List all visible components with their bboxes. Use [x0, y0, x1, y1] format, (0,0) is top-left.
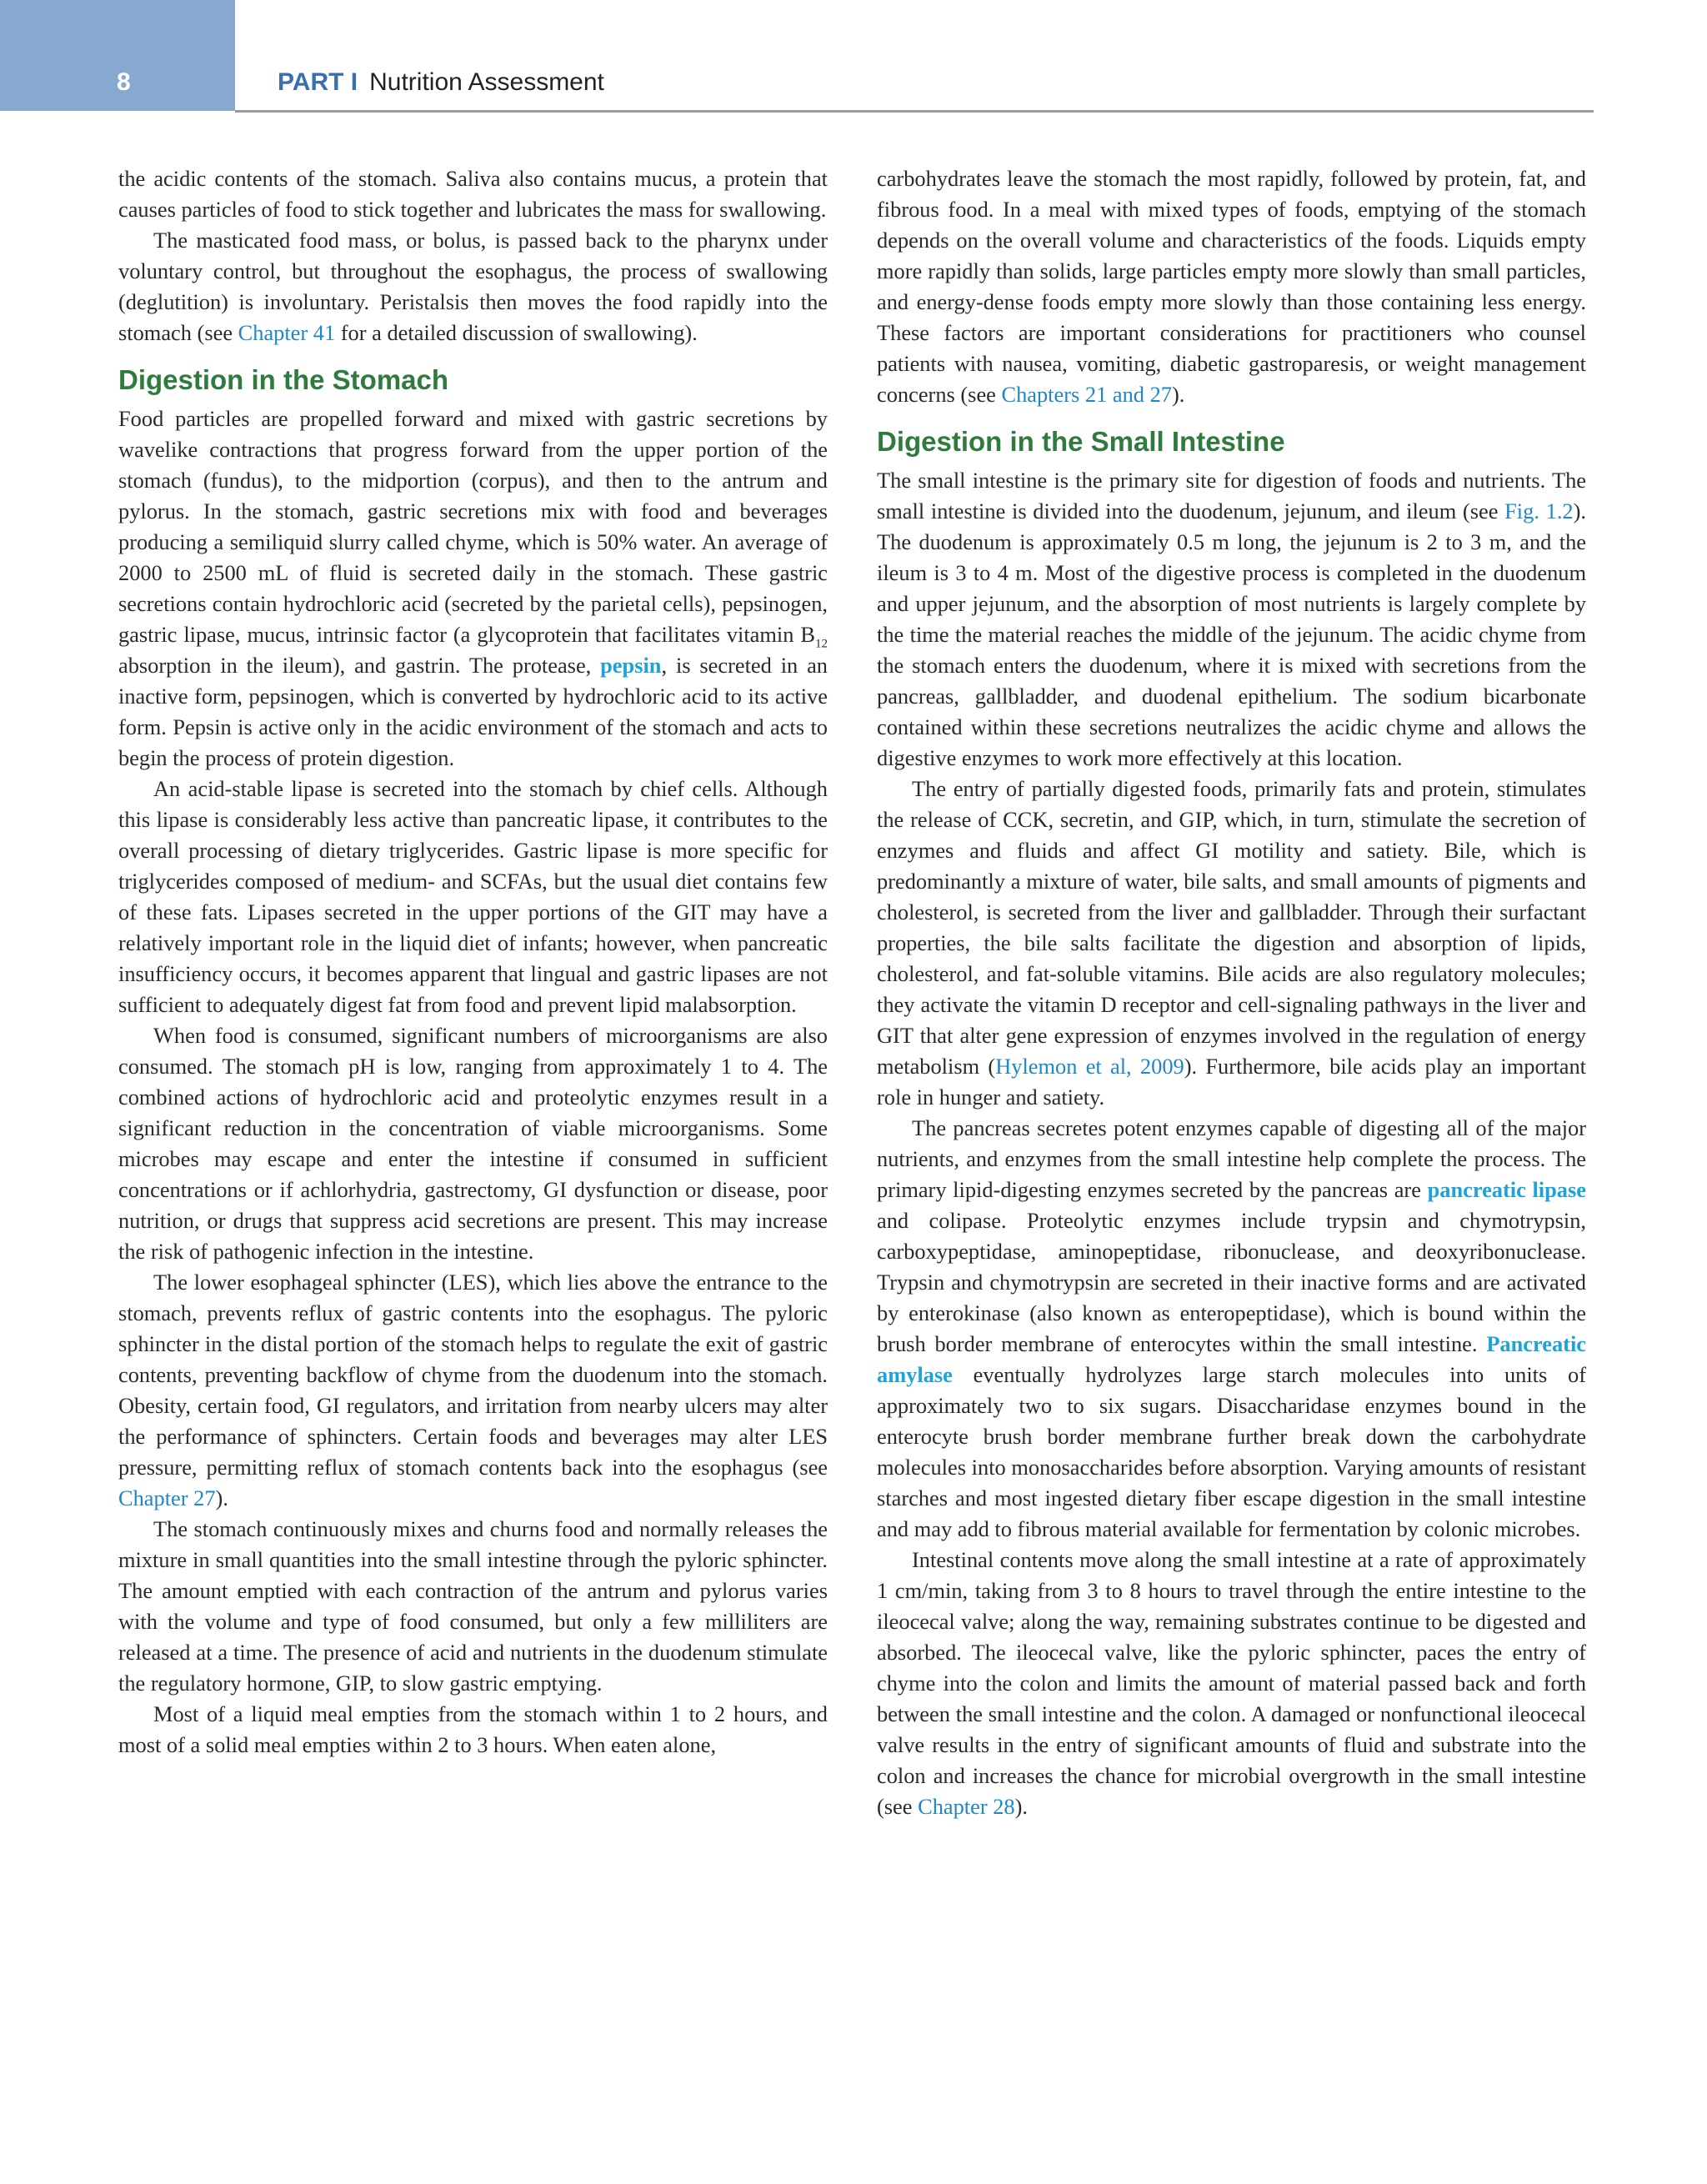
text-run: The entry of partially digested foods, primarily fats and protein, stimulates the release of CCK, secretin, and GIP, which, in turn, stimulate the secretion of enzymes and fluids and affect GI motility and satiety. Bile, which is predominantly a mixture of water, bile salts, and small amounts of pigments and cholesterol, is secreted from the liver and gallbladder. Through their surfactant properties, the bile salts facilitate the digestion and absorption of lipids, cholesterol, and fat-soluble vitamins. Bile acids are also regulatory molecules; they activate the vitamin D receptor and cell-signaling pathways in the liver and GIT that alter gene expression of enzymes involved in the regulation of energy metabolism ( — [877, 776, 1586, 1079]
chapter-28-link[interactable]: Chapter 28 — [918, 1794, 1015, 1819]
key-term-pepsin: pepsin — [600, 653, 662, 678]
right-column — [877, 163, 1586, 1822]
page-number-block — [0, 0, 235, 111]
paragraph: When food is consumed, significant numbers of microorganisms are also consumed. The stomach pH is low, ranging from approximately 1 to 4. The combined actions of hydrochloric acid and proteolytic enzymes result in a significant reduction in the concentration of viable microorganisms. Some microbes may escape and enter the intestine if consumed in sufficient concentrations or if achlorhydria, gastrectomy, GI dysfunction or disease, poor nutrition, or drugs that suppress acid secretions are present. This may increase the risk of pathogenic infection in the intestine. — [118, 1023, 828, 1264]
running-head — [278, 68, 604, 97]
text-run: ). — [215, 1485, 228, 1510]
text-run: and colipase. Proteolytic enzymes include trypsin and chymotrypsin, carboxypeptidase, aminopeptidase, ribonuclease, and deoxyribonuclease. Trypsin and chymotrypsin are secreted in their inactive forms and are activated by enterokinase (also known as enteropeptidase), which is bound within the brush border membrane of enterocytes within the small intestine. — [877, 1208, 1586, 1356]
text-run: carbohydrates leave the stomach the most rapidly, followed by protein, fat, and fibrous food. In a meal with mixed types of foods, emptying of the stomach depends on the overall volume and characteristics of the foods. Liquids empty more rapidly than solids, large particles empty more slowly than small particles, and energy-dense foods empty more slowly than those containing less energy. These factors are important considerations for practitioners who counsel patients with nausea, vomiting, diabetic gastroparesis, or weight management concerns (see — [877, 166, 1586, 407]
paragraph — [118, 403, 828, 774]
paragraph: The stomach continuously mixes and churns food and normally releases the mixture in small quantities into the small intestine through the pyloric sphincter. The amount emptied with each contraction of the antrum and pylorus varies with the volume and type of food consumed, but only a few milliliters are released at a time. The presence of acid and nutrients in the duodenum stimulate the regulatory hormone, GIP, to slow gastric emptying. — [118, 1516, 828, 1696]
key-term-pancreatic-amylase: Pancreatic amylase — [877, 1331, 1586, 1387]
text-run: Food particles are propelled forward and mixed with gastric secretions by wavelike contractions that progress forward from the upper portion of the stomach (fundus), to the midportion (corpus), and then to the antrum and pylorus. In the stomach, gastric secretions mix with food and beverages producing a semiliquid slurry called chyme, which is 50% water. An average of 2000 to 2500 mL of fluid is secreted daily in the stomach. These gastric secretions contain hydrochloric acid (secreted by the parietal cells), pepsinogen, gastric lipase, mucus, intrinsic factor (a glycoprotein that facilitates vitamin B — [118, 406, 828, 647]
hylemon-citation-link[interactable]: Hylemon et al, 2009 — [995, 1054, 1184, 1079]
paragraph — [877, 774, 1586, 1113]
text-run: The small intestine is the primary site for digestion of foods and nutrients. The small intestine is divided into the duodenum, jejunum, and ileum (see — [877, 468, 1586, 523]
paragraph — [118, 225, 828, 348]
text-run: ). Furthermore, bile acids play an important role in hunger and satiety. — [877, 1054, 1586, 1110]
chapter-27-link[interactable]: Chapter 27 — [118, 1485, 216, 1510]
chapter-41-link[interactable]: Chapter 41 — [238, 320, 336, 345]
paragraph: Most of a liquid meal empties from the stomach within 1 to 2 hours, and most of a solid meal empties within 2 to 3 hours. When eaten alone, — [118, 1701, 828, 1757]
figure-1-2-link[interactable]: Fig. 1.2 — [1504, 498, 1574, 523]
text-run: Intestinal contents move along the small intestine at a rate of approximately 1 cm/min, taking from 3 to 8 hours to travel through the entire intestine to the ileocecal valve; along the way, remaining substrates continue to be digested and absorbed. The ileocecal valve, like the pyloric sphincter, paces the entry of chyme into the colon and limits the amount of material passed back and forth between the small intestine and the colon. A damaged or nonfunctional ileocecal valve results in the entry of significant amounts of fluid and substrate into the colon and increases the chance for microbial overgrowth in the small intestine (see — [877, 1547, 1586, 1819]
text-run: ). The duodenum is approximately 0.5 m long, the jejunum is 2 to 3 m, and the ileum is 3 to 4 m. Most of the digestive process is completed in the duodenum and upper jejunum, and the absorption of most nutrients is largely complete by the time the material reaches the middle of the jejunum. The acidic chyme from the stomach enters the duodenum, where it is mixed with secretions from the pancreas, gallbladder, and duodenal epithelium. The sodium bicarbonate contained within these secretions neutralizes the acidic chyme and allows the digestive enzymes to work more effectively at this location. — [877, 498, 1587, 770]
text-run: The lower esophageal sphincter (LES), which lies above the entrance to the stomach, prevents reflux of gastric contents into the esophagus. The pyloric sphincter in the distal portion of the stomach helps to regulate the exit of gastric contents, preventing backflow of chyme from the duodenum into the stomach. Obesity, certain food, GI regulators, and irritation from nearby ulcers may alter the performance of sphincters. Certain foods and beverages may alter LES pressure, permitting reflux of stomach contents back into the esophagus (see — [118, 1270, 828, 1480]
text-run: , is secreted in an inactive form, pepsinogen, which is converted by hydrochloric acid to its active form. Pepsin is active only in the acidic environment of the stomach and acts to begin the process of protein digestion. — [118, 653, 828, 770]
chapters-21-27-link[interactable]: Chapters 21 and 27 — [1001, 382, 1172, 407]
header-rule — [235, 110, 1594, 113]
text-run: ). — [1014, 1794, 1029, 1819]
text-run: The masticated food mass, or bolus, is passed back to the pharynx under voluntary control, but throughout the esophagus, the process of swallowing (deglutition) is involuntary. Peristalsis then moves the food rapidly into the stomach (see — [118, 228, 828, 345]
page-number: 8 — [117, 68, 131, 96]
paragraph — [877, 465, 1586, 774]
text-run: eventually hydrolyzes large starch molecules into units of approximately two to six sugars. Disaccharidase enzymes bound in the enterocyte brush border membrane further break down the carbohydrate molecules into monosaccharides before absorption. Varying amounts of resistant starches and most ingested dietary fiber escape digestion in the small intestine and may add to fibrous material available for fermentation by colonic microbes. — [877, 1362, 1586, 1541]
part-label: PART I — [278, 68, 358, 96]
key-term-pancreatic-lipase: pancreatic lipase — [1427, 1177, 1586, 1202]
paragraph — [118, 1267, 828, 1514]
section-heading-stomach: Digestion in the Stomach — [118, 364, 449, 395]
text-run: ). — [1171, 382, 1185, 407]
text-run: for a detailed discussion of swallowing). — [335, 320, 698, 345]
paragraph — [877, 1113, 1586, 1545]
part-title: Nutrition Assessment — [369, 68, 604, 96]
section-heading-small-intestine: Digestion in the Small Intestine — [877, 426, 1285, 457]
paragraph: the acidic contents of the stomach. Saliva also contains mucus, a protein that causes particles of food to stick together and lubricates the mass for swallowing. — [118, 166, 828, 222]
subscript: 12 — [815, 637, 828, 651]
text-run: The pancreas secretes potent enzymes capable of digesting all of the major nutrients, and enzymes from the small intestine help complete the process. The primary lipid-digesting enzymes secreted by the pancreas are — [877, 1115, 1586, 1202]
paragraph: An acid-stable lipase is secreted into the stomach by chief cells. Although this lipase is considerably less active than pancreatic lipase, it contributes to the overall processing of dietary triglycerides. Gastric lipase is more specific for triglycerides composed of medium- and SCFAs, but the usual diet contains few of these fats. Lipases secreted in the upper portions of the GIT may have a relatively important role in the liquid diet of infants; however, when pancreatic insufficiency occurs, it becomes apparent that lingual and gastric lipases are not sufficient to adequately digest fat from food and prevent lipid malabsorption. — [118, 776, 828, 1017]
paragraph — [877, 163, 1586, 410]
paragraph — [877, 1545, 1586, 1822]
left-column — [118, 163, 828, 1761]
text-run: absorption in the ileum), and gastrin. The protease, — [118, 653, 601, 678]
